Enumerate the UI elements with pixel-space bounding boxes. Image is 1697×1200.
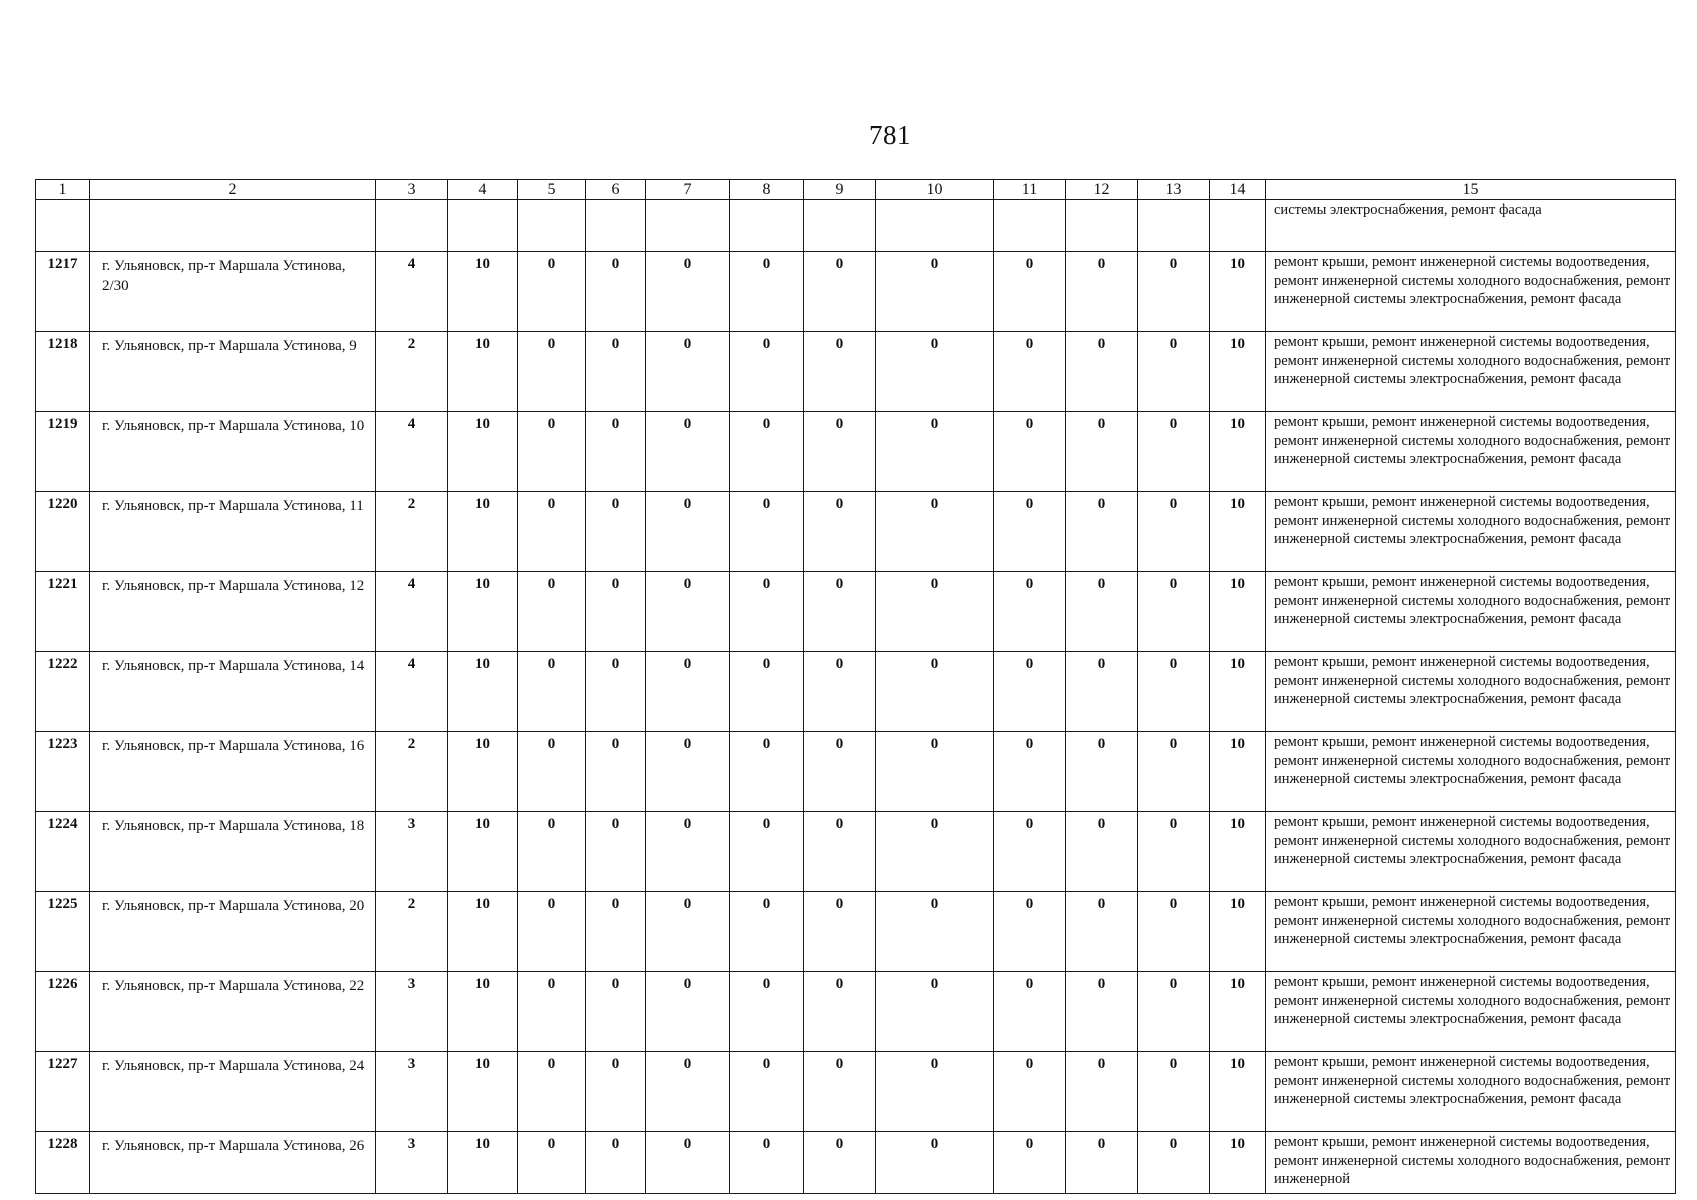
empty-cell [730, 200, 804, 252]
value-cell-col-12: 0 [1066, 1132, 1138, 1194]
value-cell-col-10: 0 [876, 332, 994, 412]
work-types-cell: ремонт крыши, ремонт инженерной системы водоотведения, ремонт инженерной системы холодного водоснабжения, ремонт инженерной системы электроснабжения, ремонт фасада [1266, 972, 1676, 1052]
empty-cell [804, 200, 876, 252]
address-cell: г. Ульяновск, пр-т Маршала Устинова, 9 [90, 332, 376, 412]
table-row [36, 252, 1676, 332]
value-cell-col-3: 4 [376, 572, 448, 652]
column-header-14: 14 [1210, 180, 1266, 200]
row-number-cell: 1217 [36, 252, 90, 332]
value-cell-col-8: 0 [730, 892, 804, 972]
value-cell-col-4: 10 [448, 412, 518, 492]
value-cell-col-4: 10 [448, 572, 518, 652]
value-cell-col-6: 0 [586, 492, 646, 572]
value-cell-col-5: 0 [518, 332, 586, 412]
row-number-cell: 1219 [36, 412, 90, 492]
value-cell-col-11: 0 [994, 812, 1066, 892]
value-cell-col-10: 0 [876, 252, 994, 332]
value-cell-col-5: 0 [518, 1052, 586, 1132]
value-cell-col-3: 3 [376, 972, 448, 1052]
column-header-5: 5 [518, 180, 586, 200]
value-cell-col-14: 10 [1210, 572, 1266, 652]
table-row [36, 812, 1676, 892]
value-cell-col-4: 10 [448, 732, 518, 812]
empty-cell [518, 200, 586, 252]
value-cell-col-6: 0 [586, 332, 646, 412]
value-cell-col-7: 0 [646, 412, 730, 492]
value-cell-col-13: 0 [1138, 892, 1210, 972]
value-cell-col-8: 0 [730, 572, 804, 652]
value-cell-col-12: 0 [1066, 332, 1138, 412]
value-cell-col-12: 0 [1066, 492, 1138, 572]
value-cell-col-8: 0 [730, 252, 804, 332]
address-cell: г. Ульяновск, пр-т Маршала Устинова, 20 [90, 892, 376, 972]
value-cell-col-6: 0 [586, 572, 646, 652]
row-number-cell: 1227 [36, 1052, 90, 1132]
column-header-12: 12 [1066, 180, 1138, 200]
address-cell: г. Ульяновск, пр-т Маршала Устинова, 12 [90, 572, 376, 652]
value-cell-col-11: 0 [994, 652, 1066, 732]
value-cell-col-14: 10 [1210, 652, 1266, 732]
value-cell-col-11: 0 [994, 1132, 1066, 1194]
column-header-10: 10 [876, 180, 994, 200]
value-cell-col-13: 0 [1138, 732, 1210, 812]
value-cell-col-8: 0 [730, 732, 804, 812]
value-cell-col-5: 0 [518, 492, 586, 572]
value-cell-col-11: 0 [994, 1052, 1066, 1132]
value-cell-col-7: 0 [646, 1132, 730, 1194]
row-number-cell: 1222 [36, 652, 90, 732]
column-header-13: 13 [1138, 180, 1210, 200]
value-cell-col-5: 0 [518, 412, 586, 492]
value-cell-col-5: 0 [518, 252, 586, 332]
value-cell-col-14: 10 [1210, 1132, 1266, 1194]
value-cell-col-8: 0 [730, 972, 804, 1052]
value-cell-col-4: 10 [448, 972, 518, 1052]
row-number-cell: 1224 [36, 812, 90, 892]
value-cell-col-3: 3 [376, 1132, 448, 1194]
empty-cell [586, 200, 646, 252]
work-types-cell: ремонт крыши, ремонт инженерной системы водоотведения, ремонт инженерной системы холодного водоснабжения, ремонт инженерной системы электроснабжения, ремонт фасада [1266, 1052, 1676, 1132]
value-cell-col-9: 0 [804, 412, 876, 492]
work-types-cell: ремонт крыши, ремонт инженерной системы водоотведения, ремонт инженерной системы холодного водоснабжения, ремонт инженерной системы электроснабжения, ремонт фасада [1266, 732, 1676, 812]
work-types-cell: ремонт крыши, ремонт инженерной системы водоотведения, ремонт инженерной системы холодного водоснабжения, ремонт инженерной системы электроснабжения, ремонт фасада [1266, 892, 1676, 972]
value-cell-col-6: 0 [586, 732, 646, 812]
address-cell: г. Ульяновск, пр-т Маршала Устинова, 10 [90, 412, 376, 492]
value-cell-col-3: 3 [376, 812, 448, 892]
value-cell-col-5: 0 [518, 892, 586, 972]
value-cell-col-6: 0 [586, 1052, 646, 1132]
column-header-7: 7 [646, 180, 730, 200]
column-number-header [36, 180, 1676, 200]
table-row [36, 1132, 1676, 1194]
page-number: 781 [869, 120, 911, 150]
value-cell-col-4: 10 [448, 332, 518, 412]
value-cell-col-14: 10 [1210, 892, 1266, 972]
value-cell-col-12: 0 [1066, 1052, 1138, 1132]
value-cell-col-7: 0 [646, 1052, 730, 1132]
value-cell-col-13: 0 [1138, 1052, 1210, 1132]
table-row [36, 492, 1676, 572]
value-cell-col-6: 0 [586, 412, 646, 492]
value-cell-col-6: 0 [586, 652, 646, 732]
continuation-work-cell: системы электроснабжения, ремонт фасада [1266, 200, 1676, 252]
value-cell-col-3: 4 [376, 652, 448, 732]
value-cell-col-11: 0 [994, 412, 1066, 492]
address-cell: г. Ульяновск, пр-т Маршала Устинова, 14 [90, 652, 376, 732]
value-cell-col-7: 0 [646, 732, 730, 812]
table-row [36, 412, 1676, 492]
empty-cell [90, 200, 376, 252]
value-cell-col-3: 2 [376, 492, 448, 572]
value-cell-col-3: 4 [376, 252, 448, 332]
value-cell-col-13: 0 [1138, 252, 1210, 332]
value-cell-col-14: 10 [1210, 252, 1266, 332]
value-cell-col-8: 0 [730, 812, 804, 892]
value-cell-col-14: 10 [1210, 492, 1266, 572]
row-number-cell: 1218 [36, 332, 90, 412]
value-cell-col-3: 2 [376, 732, 448, 812]
column-header-8: 8 [730, 180, 804, 200]
value-cell-col-9: 0 [804, 1132, 876, 1194]
value-cell-col-7: 0 [646, 652, 730, 732]
table-row [36, 972, 1676, 1052]
value-cell-col-10: 0 [876, 972, 994, 1052]
register-table [35, 179, 1676, 1194]
work-types-cell: ремонт крыши, ремонт инженерной системы водоотведения, ремонт инженерной системы холодного водоснабжения, ремонт инженерной системы электроснабжения, ремонт фасада [1266, 252, 1676, 332]
value-cell-col-4: 10 [448, 1132, 518, 1194]
value-cell-col-14: 10 [1210, 972, 1266, 1052]
value-cell-col-13: 0 [1138, 332, 1210, 412]
empty-cell [1138, 200, 1210, 252]
value-cell-col-8: 0 [730, 1132, 804, 1194]
value-cell-col-4: 10 [448, 1052, 518, 1132]
value-cell-col-4: 10 [448, 492, 518, 572]
empty-cell [1066, 200, 1138, 252]
work-types-cell: ремонт крыши, ремонт инженерной системы водоотведения, ремонт инженерной системы холодного водоснабжения, ремонт инженерной [1266, 1132, 1676, 1194]
value-cell-col-9: 0 [804, 492, 876, 572]
value-cell-col-13: 0 [1138, 1132, 1210, 1194]
row-number-cell: 1221 [36, 572, 90, 652]
address-cell: г. Ульяновск, пр-т Маршала Устинова, 24 [90, 1052, 376, 1132]
value-cell-col-3: 2 [376, 892, 448, 972]
address-cell: г. Ульяновск, пр-т Маршала Устинова, 18 [90, 812, 376, 892]
column-header-4: 4 [448, 180, 518, 200]
work-types-cell: ремонт крыши, ремонт инженерной системы водоотведения, ремонт инженерной системы холодного водоснабжения, ремонт инженерной системы электроснабжения, ремонт фасада [1266, 652, 1676, 732]
column-header-9: 9 [804, 180, 876, 200]
value-cell-col-11: 0 [994, 252, 1066, 332]
value-cell-col-14: 10 [1210, 1052, 1266, 1132]
continuation-row [36, 200, 1676, 252]
value-cell-col-11: 0 [994, 732, 1066, 812]
value-cell-col-5: 0 [518, 572, 586, 652]
value-cell-col-13: 0 [1138, 812, 1210, 892]
column-header-3: 3 [376, 180, 448, 200]
value-cell-col-5: 0 [518, 1132, 586, 1194]
value-cell-col-8: 0 [730, 332, 804, 412]
value-cell-col-4: 10 [448, 892, 518, 972]
value-cell-col-9: 0 [804, 652, 876, 732]
value-cell-col-9: 0 [804, 572, 876, 652]
value-cell-col-8: 0 [730, 412, 804, 492]
value-cell-col-7: 0 [646, 332, 730, 412]
table-row [36, 332, 1676, 412]
value-cell-col-11: 0 [994, 492, 1066, 572]
value-cell-col-11: 0 [994, 972, 1066, 1052]
address-cell: г. Ульяновск, пр-т Маршала Устинова, 26 [90, 1132, 376, 1194]
value-cell-col-13: 0 [1138, 492, 1210, 572]
work-types-cell: ремонт крыши, ремонт инженерной системы водоотведения, ремонт инженерной системы холодного водоснабжения, ремонт инженерной системы электроснабжения, ремонт фасада [1266, 812, 1676, 892]
empty-cell [36, 200, 90, 252]
value-cell-col-11: 0 [994, 332, 1066, 412]
value-cell-col-10: 0 [876, 892, 994, 972]
address-cell: г. Ульяновск, пр-т Маршала Устинова, 2/30 [90, 252, 376, 332]
address-cell: г. Ульяновск, пр-т Маршала Устинова, 11 [90, 492, 376, 572]
value-cell-col-14: 10 [1210, 732, 1266, 812]
value-cell-col-6: 0 [586, 812, 646, 892]
value-cell-col-6: 0 [586, 1132, 646, 1194]
work-types-cell: ремонт крыши, ремонт инженерной системы водоотведения, ремонт инженерной системы холодного водоснабжения, ремонт инженерной системы электроснабжения, ремонт фасада [1266, 332, 1676, 412]
value-cell-col-10: 0 [876, 492, 994, 572]
value-cell-col-13: 0 [1138, 572, 1210, 652]
value-cell-col-4: 10 [448, 652, 518, 732]
value-cell-col-11: 0 [994, 892, 1066, 972]
value-cell-col-8: 0 [730, 1052, 804, 1132]
value-cell-col-7: 0 [646, 492, 730, 572]
value-cell-col-5: 0 [518, 812, 586, 892]
value-cell-col-10: 0 [876, 652, 994, 732]
value-cell-col-7: 0 [646, 252, 730, 332]
value-cell-col-5: 0 [518, 732, 586, 812]
value-cell-col-8: 0 [730, 652, 804, 732]
value-cell-col-8: 0 [730, 492, 804, 572]
value-cell-col-7: 0 [646, 572, 730, 652]
value-cell-col-9: 0 [804, 252, 876, 332]
row-number-cell: 1228 [36, 1132, 90, 1194]
work-types-cell: ремонт крыши, ремонт инженерной системы водоотведения, ремонт инженерной системы холодного водоснабжения, ремонт инженерной системы электроснабжения, ремонт фасада [1266, 412, 1676, 492]
value-cell-col-14: 10 [1210, 412, 1266, 492]
address-cell: г. Ульяновск, пр-т Маршала Устинова, 22 [90, 972, 376, 1052]
work-types-cell: ремонт крыши, ремонт инженерной системы водоотведения, ремонт инженерной системы холодного водоснабжения, ремонт инженерной системы электроснабжения, ремонт фасада [1266, 492, 1676, 572]
row-number-cell: 1223 [36, 732, 90, 812]
column-header-6: 6 [586, 180, 646, 200]
value-cell-col-3: 4 [376, 412, 448, 492]
value-cell-col-12: 0 [1066, 812, 1138, 892]
value-cell-col-9: 0 [804, 1052, 876, 1132]
value-cell-col-7: 0 [646, 892, 730, 972]
work-types-cell: ремонт крыши, ремонт инженерной системы водоотведения, ремонт инженерной системы холодного водоснабжения, ремонт инженерной системы электроснабжения, ремонт фасада [1266, 572, 1676, 652]
value-cell-col-4: 10 [448, 812, 518, 892]
value-cell-col-9: 0 [804, 892, 876, 972]
value-cell-col-6: 0 [586, 252, 646, 332]
value-cell-col-10: 0 [876, 812, 994, 892]
value-cell-col-10: 0 [876, 1132, 994, 1194]
row-number-cell: 1225 [36, 892, 90, 972]
value-cell-col-9: 0 [804, 332, 876, 412]
value-cell-col-5: 0 [518, 652, 586, 732]
value-cell-col-12: 0 [1066, 972, 1138, 1052]
value-cell-col-6: 0 [586, 972, 646, 1052]
column-header-15: 15 [1266, 180, 1676, 200]
empty-cell [448, 200, 518, 252]
table-row [36, 1052, 1676, 1132]
empty-cell [994, 200, 1066, 252]
row-number-cell: 1220 [36, 492, 90, 572]
value-cell-col-12: 0 [1066, 412, 1138, 492]
value-cell-col-12: 0 [1066, 892, 1138, 972]
column-header-11: 11 [994, 180, 1066, 200]
row-number-cell: 1226 [36, 972, 90, 1052]
value-cell-col-13: 0 [1138, 972, 1210, 1052]
value-cell-col-12: 0 [1066, 652, 1138, 732]
value-cell-col-7: 0 [646, 812, 730, 892]
value-cell-col-10: 0 [876, 572, 994, 652]
value-cell-col-9: 0 [804, 732, 876, 812]
column-header-2: 2 [90, 180, 376, 200]
column-header-1: 1 [36, 180, 90, 200]
value-cell-col-13: 0 [1138, 412, 1210, 492]
value-cell-col-9: 0 [804, 812, 876, 892]
value-cell-col-13: 0 [1138, 652, 1210, 732]
value-cell-col-10: 0 [876, 732, 994, 812]
table-row [36, 732, 1676, 812]
value-cell-col-14: 10 [1210, 812, 1266, 892]
value-cell-col-7: 0 [646, 972, 730, 1052]
empty-cell [876, 200, 994, 252]
table-row [36, 572, 1676, 652]
value-cell-col-14: 10 [1210, 332, 1266, 412]
empty-cell [376, 200, 448, 252]
value-cell-col-3: 2 [376, 332, 448, 412]
value-cell-col-10: 0 [876, 1052, 994, 1132]
table-row [36, 652, 1676, 732]
value-cell-col-12: 0 [1066, 572, 1138, 652]
table-row [36, 892, 1676, 972]
value-cell-col-5: 0 [518, 972, 586, 1052]
value-cell-col-12: 0 [1066, 732, 1138, 812]
address-cell: г. Ульяновск, пр-т Маршала Устинова, 16 [90, 732, 376, 812]
value-cell-col-10: 0 [876, 412, 994, 492]
table-body [36, 180, 1676, 1194]
value-cell-col-3: 3 [376, 1052, 448, 1132]
value-cell-col-9: 0 [804, 972, 876, 1052]
value-cell-col-12: 0 [1066, 252, 1138, 332]
empty-cell [646, 200, 730, 252]
value-cell-col-11: 0 [994, 572, 1066, 652]
value-cell-col-4: 10 [448, 252, 518, 332]
empty-cell [1210, 200, 1266, 252]
value-cell-col-6: 0 [586, 892, 646, 972]
